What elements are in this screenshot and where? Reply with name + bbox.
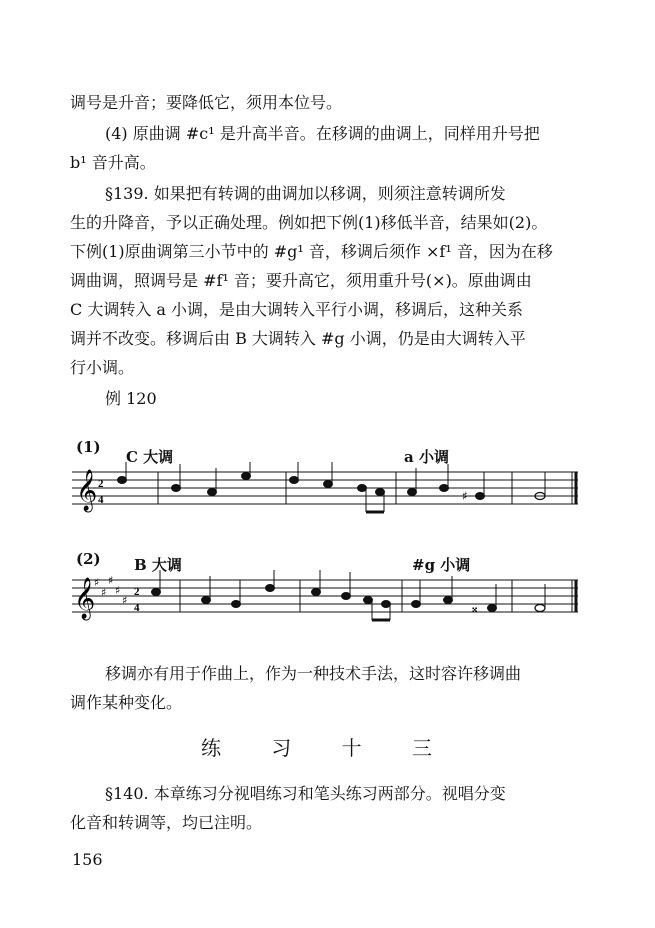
svg-text:4: 4 [134,602,140,614]
svg-text:2: 2 [134,586,140,598]
paragraph-line: 生的升降音，予以正确处理。例如把下例(1)移低半音，结果如(2)。 [70,213,548,232]
paragraph-line: 调并不改变。移调后由 B 大调转入 #g 小调，仍是由大调转入平 [70,329,526,348]
page-number: 156 [72,850,103,869]
svg-text:♯: ♯ [115,584,121,597]
example-label: 例 120 [105,389,157,408]
paragraph-line: 行小调。 [70,358,135,377]
example-1-key-a-minor: a 小调 [404,448,449,466]
section-heading: 练 习 十 三 [200,736,455,760]
paragraph-line: 下例(1)原曲调第三小节中的 #g¹ 音，移调后须作 ×f¹ 音，因为在移 [70,242,553,261]
paragraph-line: §140. 本章练习分视唱练习和笔头练习两部分。视唱分变 [105,784,506,803]
example-2-key-b-major: B 大调 [134,556,182,574]
svg-text:𝄞: 𝄞 [76,470,98,511]
svg-text:𝄪: 𝄪 [472,601,478,615]
paragraph-line: (4) 原曲调 #c¹ 是升高半音。在移调的曲调上，同样用升号把 [105,124,540,143]
paragraph-line: C 大调转入 a 小调，是由大调转入平行小调，移调后，这种关系 [70,300,524,319]
paragraph-line: §139. 如果把有转调的曲调加以移调，则须注意转调所发 [105,184,506,203]
svg-text:4: 4 [98,494,104,506]
svg-text:♯: ♯ [101,586,107,599]
example-2-key-gsharp-minor: #g 小调 [412,556,471,574]
paragraph-line: 调作某种变化。 [70,693,183,712]
paragraph-line: 调号是升音；要降低它，须用本位号。 [70,93,343,112]
paragraph-line: 化音和转调等，均已注明。 [70,813,263,832]
music-staff-1 [72,462,584,522]
music-staff-2 [72,570,584,630]
svg-text:♯: ♯ [462,489,468,503]
svg-text:♯: ♯ [122,594,128,607]
svg-text:♯: ♯ [108,574,114,587]
paragraph-line: 移调亦有用于作曲上，作为一种技术手法，这时容许移调曲 [105,664,522,683]
svg-text:𝄞: 𝄞 [74,578,96,619]
example-2-number: (2) [76,550,101,568]
paragraph-line: 调曲调，照调号是 #f¹ 音；要升高它，须用重升号(×)。原曲调由 [70,271,532,290]
svg-text:2: 2 [98,478,104,490]
svg-text:♯: ♯ [94,576,100,589]
example-1-key-c-major: C 大调 [126,448,174,466]
paragraph-line: b¹ 音升高。 [70,153,156,172]
example-1-number: (1) [76,438,101,456]
